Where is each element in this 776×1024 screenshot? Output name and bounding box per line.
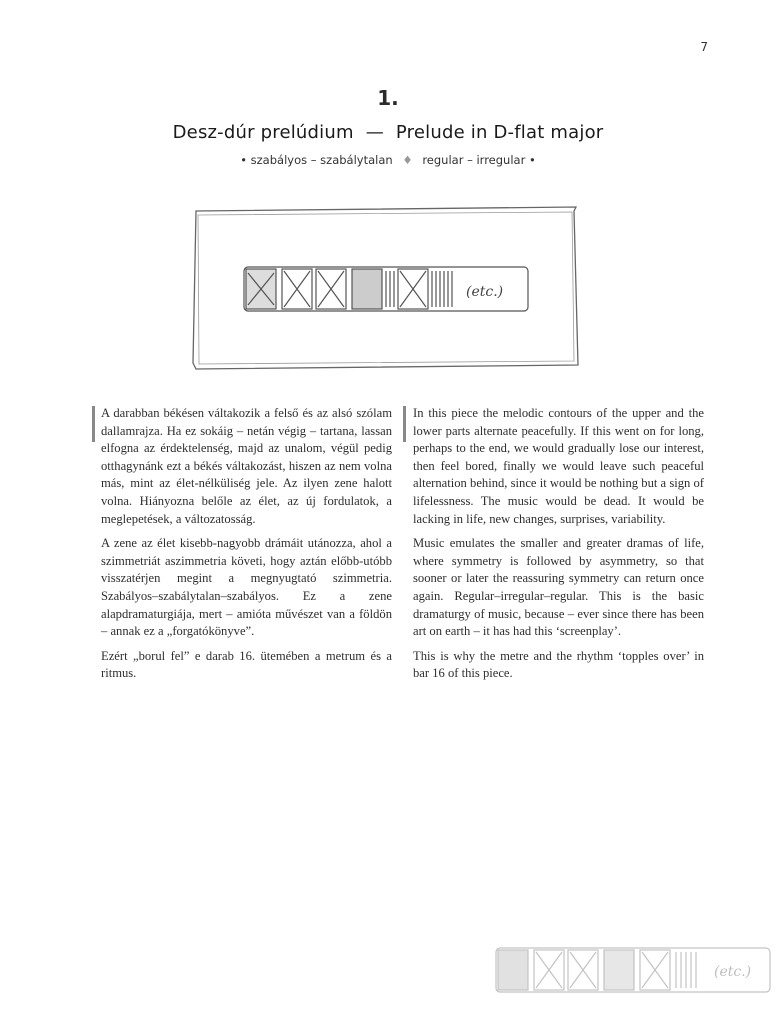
title-english: Prelude in D-flat major bbox=[395, 122, 604, 143]
paragraph: Music emulates the smaller and greater dramas of life, where symmetry is followed by asymmetry, so that sooner or later the reassuring symmetry can return once again. Regular–irregular–regular. This is the basic dramaturgy of music, because – ever since there has been art on earth – it has had this ‘screenplay’. bbox=[413, 536, 704, 639]
subtitle bbox=[0, 153, 776, 167]
subtitle-english: regular – irregular bbox=[422, 153, 526, 167]
chapter-number: 1. bbox=[377, 86, 399, 110]
paragraph: In this piece the melodic contours of the upper and the lower parts alternate peacefully. If this went on for long, perhaps to the end, we would gradually lose our interest, then feel bored, finally we would leave such peaceful alternation behind, since it would be nothing but a sign of lifelessness. The music would be dead. It would be lacking in life, new changes, surprises, variability. bbox=[413, 406, 704, 526]
page-number: 7 bbox=[700, 40, 708, 54]
margin-bar-left bbox=[92, 406, 95, 442]
paragraph: This is why the metre and the rhythm ‘topples over’ in bar 16 of this piece. bbox=[413, 648, 704, 681]
diamond-separator: ♦ bbox=[402, 153, 413, 167]
paragraph: Ezért „borul fel” e darab 16. ütemében a metrum és a ritmus. bbox=[101, 648, 392, 681]
page-title bbox=[0, 122, 776, 143]
bullet-right: • bbox=[528, 153, 536, 167]
footer-pattern-decoration bbox=[492, 940, 774, 1000]
subtitle-hungarian: szabályos – szabálytalan bbox=[250, 153, 393, 167]
etc-label: (etc.) bbox=[714, 964, 752, 980]
bullet-left: • bbox=[240, 153, 247, 167]
paragraph: A darabban békésen váltakozik a felső és az alsó szólam dallamrajza. Ha ez sokáig – netán végig – tartana, lassan elfogna az érdektelenség, majd az unalom, végül pedig otthagynánk ezt a békés váltakozást, hiszen az nem volna más, mint az élet-nélküliség jele. Az ilyen zene halott volna. Hiányozna belőle az élet, az új fordulatok, a meglepetések, a változatosság. bbox=[101, 406, 392, 526]
etc-label: (etc.) bbox=[466, 284, 504, 300]
title-dash: — bbox=[365, 122, 384, 143]
hungarian-column bbox=[101, 405, 392, 690]
sketch-illustration bbox=[190, 203, 582, 373]
paragraph: A zene az élet kisebb-nagyobb drámáit utánozza, ahol a szimmetriát aszimmetria követi, hogy aztán előbb-utóbb visszatérjen megint a megnyugtató szimmetria. Szabályos–szabálytalan–szabályos. Ez a zene alapdramaturgiája, mert – amióta művészet van a földön – annak ez a „forgatókönyve”. bbox=[101, 536, 392, 639]
english-column bbox=[413, 405, 704, 690]
title-hungarian: Desz-dúr prelúdium bbox=[172, 122, 354, 143]
margin-bar-right bbox=[403, 406, 406, 442]
